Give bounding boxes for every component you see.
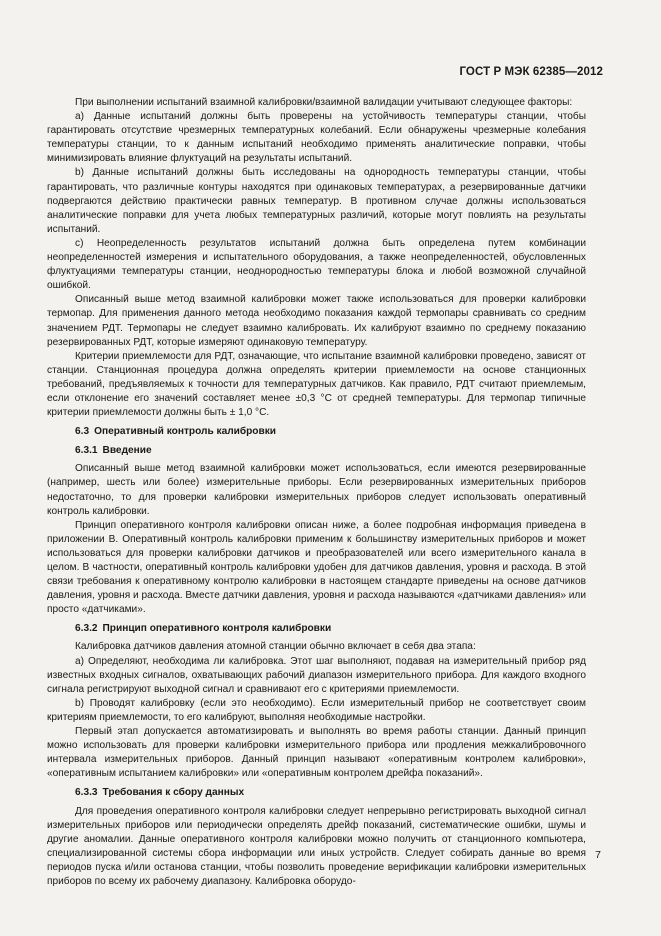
section-title: Оперативный контроль калибровки	[94, 426, 276, 438]
paragraph-introduction: Описанный выше метод взаимной калибровки может использоваться, если имеются резервированные (например, шесть или более) измерительные приборы. Если резервированных измерительных приборов недостаточно, то для проверки калибровки измерительных приборов следует использовать оперативный контроль калибровки.	[47, 463, 586, 517]
standard-designation: ГОСТ Р МЭК 62385—2012	[459, 66, 603, 78]
paragraph-acceptance-criteria: Критерии приемлемости для РДТ, означающие, что испытание взаимной калибровки проведено, зависят от станции. Станционная процедура должна определять критерии приемлемости на основе станционных требований, предъявляемых к точности для температурных датчиков. Как правило, РДТ считают приемлемым, если отклонение его значений составляет менее ±0,3 °С от средней температуры. Для термопар типичные критерии приемлемости должны быть ± 1,0 °С.	[47, 350, 586, 419]
paragraph-thermocouple: Описанный выше метод взаимной калибровки может также использоваться для проверки калибровки термопар. Для применения данного метода необходимо показания каждой термопары сравнивать со средним значением РДТ. Термопары не следует взаимно калибровать. Их калибруют взаимно по среднему показанию резервированных РДТ, которые измеряют одинаковую температуру.	[47, 294, 586, 348]
paragraph-intro: При выполнении испытаний взаимной калибровки/взаимной валидации учитывают следующее факторы:	[75, 97, 573, 108]
paragraph-first-stage: Первый этап допускается автоматизировать и выполнять во время работы станции. Данный принцип можно использовать для проверки калибровки измерительного прибора или продления межкалибровочного интервала измерительных приборов. Данный принцип называют «оперативным контролем калибровки», «оперативным испытанием калибровки» или «оперативным контролем дрейфа показаний».	[47, 726, 586, 780]
section-heading-6-3-3	[47, 786, 586, 800]
section-title: Требования к сбору данных	[102, 787, 245, 799]
section-number: 6.3.3	[75, 787, 98, 799]
list-item-c: c) Неопределенность результатов испытаний должна быть определена путем комбинации неопределенностей измерения и испытательного оборудования, а также неопределенностей, обусловленных флуктуациями температуры станции, неоднородностью температуры блока и любой возможной случайной ошибкой.	[47, 237, 586, 292]
paragraph-data-collection: Для проведения оперативного контроля калибровки следует непрерывно регистрировать выходной сигнал измерительных приборов или периодически определять дрейф показаний, систематические ошибки, шумы и другие аномалии. Данные оперативного контроля калибровки можно получить от станционного компьютера, специализированной системы сбора информации или иных устройств. Следует собирать данные во время периодов пуска и/или останова станции, чтобы позволить проведение верификации калибровки измерительных приборов по всему их рабочему диапазону. Калибровка оборудо-	[47, 805, 586, 887]
list-item-a: a) Определяют, необходима ли калибровка. Этот шаг выполняют, подавая на измерительный прибор ряд известных входных сигналов, охватывающих рабочий диапазон измерительного прибора. Для каждого входного сигнала регистрируют выходной сигнал и сравнивают его с критериями приемлемости.	[47, 655, 586, 695]
list-item-b: b) Проводят калибровку (если это необходимо). Если измерительный прибор не соответствует своим критериям приемлемости, то его калибруют, выполняя необходимые настройки.	[47, 697, 586, 723]
page-number: 7	[595, 849, 601, 861]
section-number: 6.3.2	[75, 623, 98, 635]
section-number: 6.3	[75, 426, 90, 438]
page-content	[47, 96, 586, 889]
section-heading-6-3-2	[47, 622, 586, 636]
section-heading-6-3-1	[47, 444, 586, 458]
list-item-b: b) Данные испытаний должны быть исследованы на однородность температуры станции, чтобы гарантировать, что различные контуры находятся при одинаковых температурах, а резервированные датчики подвергаются действию практически равных температур. В противном случае должны использоваться аналитические поправки для учета любых температурных различий, которые могут повлиять на результаты испытаний.	[47, 167, 586, 235]
paragraph-two-stages: Калибровка датчиков давления атомной станции обычно включает в себя два этапа:	[75, 641, 476, 653]
list-item-a: a) Данные испытаний должны быть проверены на устойчивость температуры станции, чтобы гарантировать отсутствие чрезмерных температурных колебаний. Если обнаружены чрезмерные колебания температуры станции, то к данным испытаний необходимо применять аналитические поправки, чтобы минимизировать влияние флуктуаций на результаты испытаний.	[47, 111, 586, 165]
section-number: 6.3.1	[75, 445, 98, 457]
paragraph-principle-overview: Принцип оперативного контроля калибровки описан ниже, а более подробная информация приведена в приложении В. Оперативный контроль калибровки применим к большинству измерительных приборов и может использоваться для проверки калибровки датчиков и преобразователей или всего измерительного канала в целом. В частности, оперативный контроль калибровки удобен для датчиков давления, уровня и расхода. В этой связи требования к оперативному контролю калибровки в настоящем стандарте приведены на основе датчиков давления, уровня и расхода. Вместе датчики давления, уровня и расхода называются «датчиками давления» или просто «датчиками».	[47, 519, 586, 616]
section-title: Принцип оперативного контроля калибровки	[102, 623, 332, 635]
section-title: Введение	[102, 445, 152, 457]
section-heading-6-3	[47, 425, 586, 439]
